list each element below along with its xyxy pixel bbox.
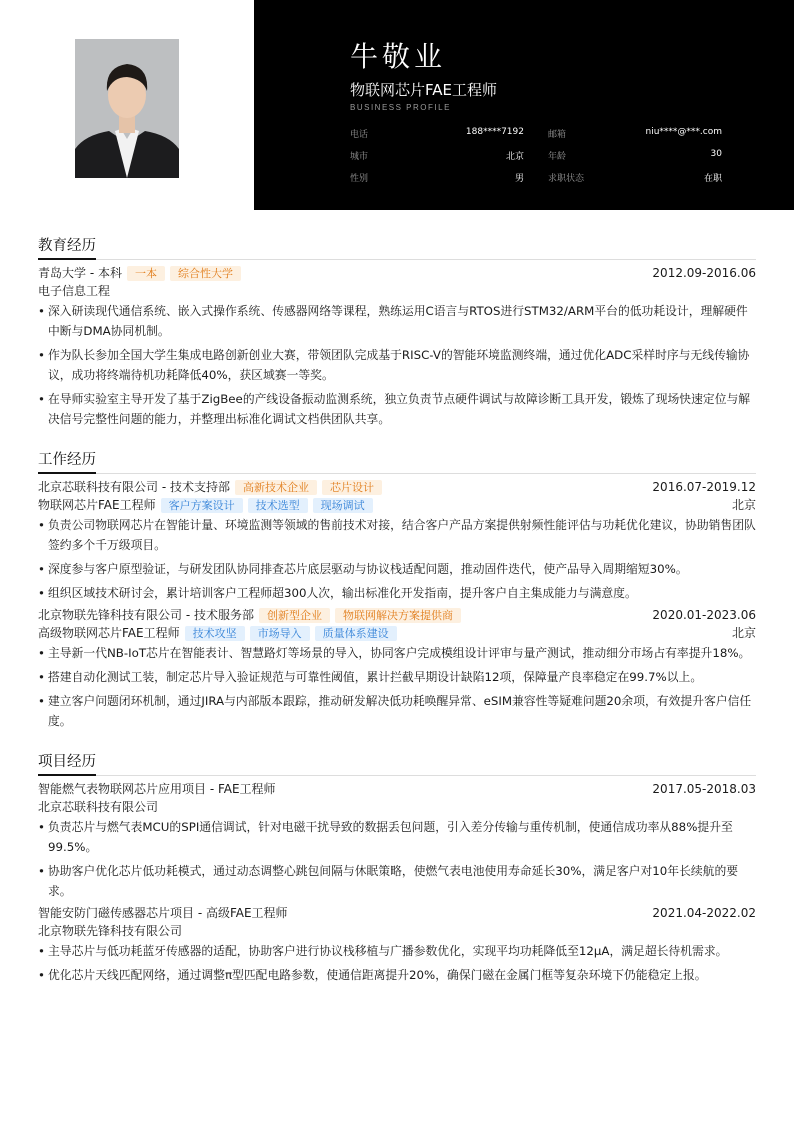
list-item: • 建立客户问题闭环机制，通过JIRA与内部版本跟踪，推动研发解决低功耗唤醒异常、eSIM兼容性等疑难问题20余项，有效提升客户信任度。 [38,694,752,728]
role-row [38,625,756,641]
tag: 现场调试 [313,498,373,513]
tag: 客户方案设计 [161,498,243,513]
profile-photo [75,39,179,178]
section-title: 工作经历 [38,448,96,474]
tag: 一本 [127,266,165,281]
tag: 物联网解决方案提供商 [335,608,461,623]
role-name: 高级物联网芯片FAE工程师 [38,626,180,640]
project-company: 北京芯联科技有限公司 [38,800,159,814]
date-range: 2017.05-2018.03 [652,782,756,796]
school-row [38,265,756,281]
tag: 综合性大学 [170,266,241,281]
list-item: • 协助客户优化芯片低功耗模式，通过动态调整心跳包间隔与休眠策略，使燃气表电池使用寿命延长30%，满足客户对10年长续航的要求。 [38,864,739,898]
tag: 芯片设计 [322,480,382,495]
city: 北京 [731,498,756,512]
tag: 市场导入 [250,626,310,641]
candidate-name: 牛敬业 [350,40,447,73]
list-item: • 负责公司物联网芯片在智能计量、环境监测等领域的售前技术对接，结合客户产品方案提供射频性能评估与功耗优化建议，协助销售团队签约多个千万级项目。 [38,518,756,552]
tag: 创新型企业 [259,608,330,623]
work-section [38,448,756,474]
school-name: 青岛大学 - 本科 [38,266,122,280]
project-row [38,781,756,797]
date-range: 2012.09-2016.06 [652,266,756,280]
projects-section [38,750,756,776]
project-row [38,905,756,921]
date-range: 2021.04-2022.02 [652,906,756,920]
company-row [38,479,756,495]
list-item: • 作为队长参加全国大学生集成电路创新创业大赛，带领团队完成基于RISC-V的智能环境监测终端，通过优化ADC采样时序与无线传输协议，成功将终端待机功耗降低40%，获区域赛一等奖。 [38,348,750,382]
job-title: 物联网芯片FAE工程师 [350,81,497,99]
role-row [38,497,756,513]
resume-header [0,0,794,210]
tag: 技术选型 [248,498,308,513]
project-name: 智能燃气表物联网芯片应用项目 - FAE工程师 [38,782,276,796]
section-title: 教育经历 [38,234,96,260]
list-item: • 搭建自动化测试工装，制定芯片导入验证规范与可靠性阈值，累计拦截早期设计缺陷12项，保障量产良率稳定在99.7%以上。 [38,670,703,684]
list-item: • 优化芯片天线匹配网络，通过调整π型匹配电路参数，使通信距离提升20%，确保门磁在金属门框等复杂环境下仍能稳定上报。 [38,968,707,982]
project-name: 智能安防门磁传感器芯片项目 - 高级FAE工程师 [38,906,288,920]
business-profile-label: BUSINESS PROFILE [350,103,451,112]
date-range: 2020.01-2023.06 [652,608,756,622]
role-name: 物联网芯片FAE工程师 [38,498,156,512]
date-range: 2016.07-2019.12 [652,480,756,494]
list-item: • 主导芯片与低功耗蓝牙传感器的适配，协助客户进行协议栈移植与广播参数优化，实现平均功耗降低至12μA，满足超长待机需求。 [38,944,728,958]
company-row [38,607,756,623]
city: 北京 [731,626,756,640]
company-name: 北京物联先锋科技有限公司 - 技术服务部 [38,608,254,622]
list-item: • 主导新一代NB-IoT芯片在智能表计、智慧路灯等场景的导入，协同客户完成模组设计评审与量产测试，推动细分市场占有率提升18%。 [38,646,751,660]
list-item: • 深度参与客户原型验证，与研发团队协同排查芯片底层驱动与协议栈适配问题，推动固件迭代，使产品导入周期缩短30%。 [38,562,688,576]
list-item: • 组织区域技术研讨会，累计培训客户工程师超300人次，输出标准化开发指南，提升客户自主集成能力与满意度。 [38,586,637,600]
company-name: 北京芯联科技有限公司 - 技术支持部 [38,480,230,494]
education-section [38,234,756,260]
tag: 技术攻坚 [185,626,245,641]
list-item: • 负责芯片与燃气表MCU的SPI通信调试，针对电磁干扰导致的数据丢包问题，引入差分传输与重传机制，使通信成功率从88%提升至99.5%。 [38,820,733,854]
list-item: • 深入研读现代通信系统、嵌入式操作系统、传感器网络等课程，熟练运用C语言与RTOS进行STM32/ARM平台的低功耗设计，理解硬件中断与DMA协同机制。 [38,304,748,338]
tag: 高新技术企业 [235,480,317,495]
section-title: 项目经历 [38,750,96,776]
major: 电子信息工程 [38,284,111,298]
project-company: 北京物联先锋科技有限公司 [38,924,183,938]
header-panel: 牛敬业 物联网芯片FAE工程师 BUSINESS PROFILE 电话 188****7192 邮箱 niu****@***.com 城市 北京 年龄 30 性别 男 求职状态 在职 [254,0,794,210]
list-item: • 在导师实验室主导开发了基于ZigBee的产线设备振动监测系统，独立负责节点硬件调试与故障诊断工具开发，锻炼了现场快速定位与解决信号完整性问题的能力，并整理出标准化调试文档供团队共享。 [38,392,751,426]
tag: 质量体系建设 [315,626,397,641]
